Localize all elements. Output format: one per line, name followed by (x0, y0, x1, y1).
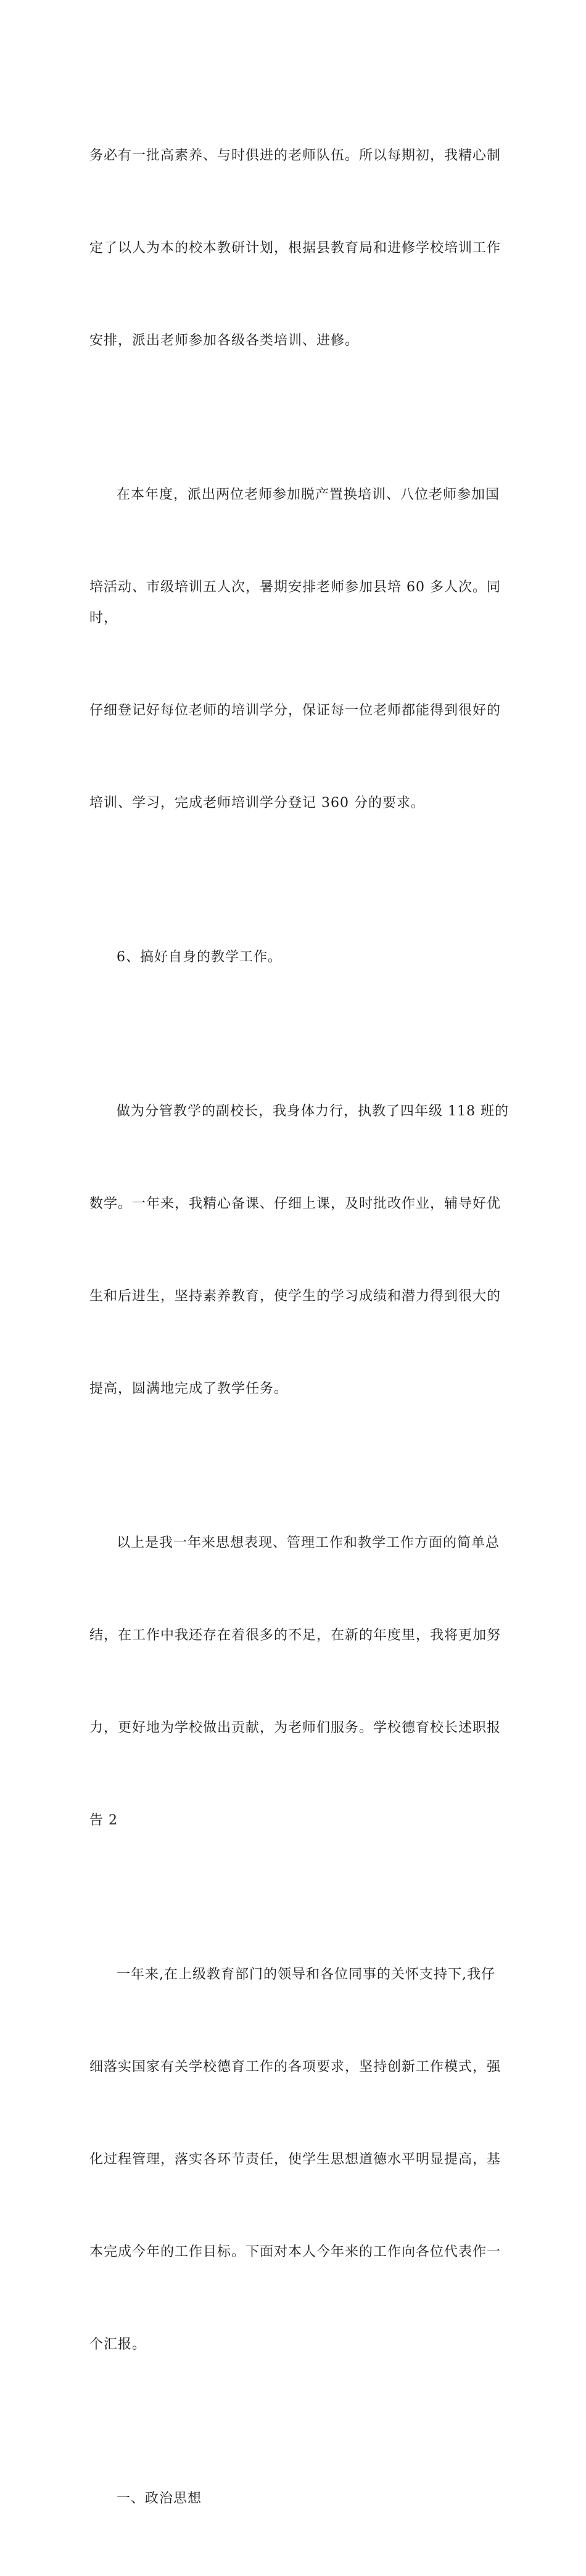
line: 一年来,在上级教育部门的领导和各位同事的关怀支持下,我仔 (117, 1967, 495, 1982)
line: 6、搞好自身的教学工作。 (117, 950, 282, 965)
paragraph-2 (89, 418, 509, 880)
line: 个汇报。 (89, 2337, 147, 2352)
line: 务必有一批高素养、与时俱进的老师队伍。所以每期初，我精心制 (89, 148, 501, 163)
paragraph-6 (89, 1898, 509, 2422)
line: 做为分管教学的副校长，我身体力行，执教了四年级 118 班的 (117, 1104, 509, 1119)
line: 定了以人为本的校本教研计划，根据县教育局和进修学校培训工作 (89, 240, 501, 256)
paragraph-7 (89, 2422, 509, 2576)
line: 以上是我一年来思想表现、管理工作和教学工作方面的简单总 (117, 1535, 500, 1551)
paragraph-4 (89, 1035, 509, 1466)
line: 结，在工作中我还存在着很多的不足，在新的年度里，我将更加努 (89, 1628, 501, 1643)
paragraph-1 (89, 79, 509, 418)
paragraph-3 (89, 880, 509, 1035)
document-body (89, 79, 509, 2576)
line: 细落实国家有关学校德育工作的各项要求，坚持创新工作模式，强 (89, 2059, 501, 2075)
line: 数学。一年来，我精心备课、仔细上课，及时批改作业，辅导好优 (89, 1196, 501, 1212)
line: 生和后进生，坚持素养教育，使学生的学习成绩和潜力得到很大的 (89, 1289, 501, 1304)
line: 化过程管理，落实各环节责任，使学生思想道德水平明显提高，基 (89, 2152, 501, 2167)
line: 提高，圆满地完成了教学任务。 (89, 1381, 289, 1397)
line: 一、政治思想 (117, 2491, 202, 2506)
line: 告 2 (89, 1813, 118, 1828)
line: 仔细登记好每位老师的培训学分，保证每一位老师都能得到很好的 (89, 703, 501, 718)
line: 安排，派出老师参加各级各类培训、进修。 (89, 333, 360, 348)
paragraph-5 (89, 1466, 509, 1898)
line: 培活动、市级培训五人次，暑期安排老师参加县培 60 多人次。同时， (89, 580, 501, 626)
line: 在本年度，派出两位老师参加脱产置换培训、八位老师参加国 (117, 487, 500, 502)
line: 本完成今年的工作目标。下面对本人今年来的工作向各位代表作一 (89, 2244, 501, 2260)
line: 力，更好地为学校做出贡献，为老师们服务。学校德育校长述职报 (89, 1720, 501, 1736)
line: 培训、学习，完成老师培训学分登记 360 分的要求。 (89, 795, 425, 811)
